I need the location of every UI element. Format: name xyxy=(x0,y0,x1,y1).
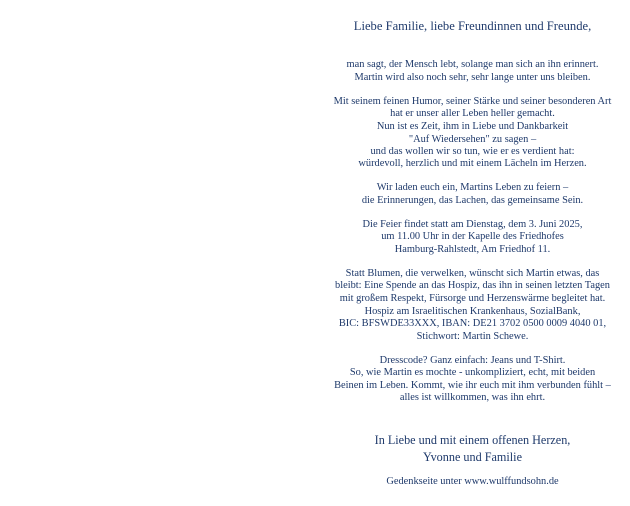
text-line: bleibt: Eine Spende an das Hospiz, das ihn in seinen letzten Tagen xyxy=(335,280,610,291)
text-line: Die Feier findet statt am Dienstag, dem 3. Juni 2025, xyxy=(362,219,583,230)
text-line: Nun ist es Zeit, ihm in Liebe und Dankbarkeit xyxy=(376,121,569,132)
text-line: und das wollen wir so tun, wie er es verdient hat: xyxy=(370,146,575,157)
text-line: "Auf Wiedersehen" zu sagen – xyxy=(408,134,537,145)
greeting: Liebe Familie, liebe Freundinnen und Freunde, xyxy=(353,19,592,33)
text-line: Statt Blumen, die verwelken, wünscht sich Martin etwas, das xyxy=(345,268,600,279)
text-line: würdevoll, herzlich und mit einem Lächeln im Herzen. xyxy=(358,158,587,169)
text-line: Hospiz am Israelitischen Krankenhaus, SozialBank, xyxy=(364,306,581,317)
signature-line: Yvonne und Familie xyxy=(423,450,522,464)
text-line: hat er unser aller Leben heller gemacht. xyxy=(390,108,555,119)
text-line: So, wie Martin es mochte - unkompliziert, echt, mit beiden xyxy=(349,367,596,378)
memorial-website-note: Gedenkseite unter www.wulffundsohn.de xyxy=(386,476,559,487)
text-line: um 11.00 Uhr in der Kapelle des Friedhofes xyxy=(381,231,564,242)
text-line: Mit seinem feinen Humor, seiner Stärke und seiner besonderen Art xyxy=(333,96,612,107)
text-line: Beinen im Leben. Kommt, wie ihr euch mit ihm verbunden fühlt – xyxy=(334,380,611,391)
text-line: alles ist willkommen, was ihn ehrt. xyxy=(399,392,546,403)
text-line: Hamburg-Rahlstedt, Am Friedhof 11. xyxy=(394,244,551,255)
text-line: Martin wird also noch sehr, sehr lange unter uns bleiben. xyxy=(354,72,591,83)
text-line: Stichwort: Martin Schewe. xyxy=(416,331,529,342)
text-line: man sagt, der Mensch lebt, solange man sich an ihn erinnert. xyxy=(346,59,599,70)
text-line: Wir laden euch ein, Martins Leben zu feiern – xyxy=(376,182,569,193)
text-line: mit großem Respekt, Fürsorge und Herzenswärme begleitet hat. xyxy=(339,293,606,304)
invitation-card xyxy=(315,0,630,506)
text-line: Dresscode? Ganz einfach: Jeans und T-Shirt. xyxy=(379,355,566,366)
closing-line: In Liebe und mit einem offenen Herzen, xyxy=(374,433,571,447)
text-line: die Erinnerungen, das Lachen, das gemeinsame Sein. xyxy=(361,195,584,206)
bank-details-line: BIC: BFSWDE33XXX, IBAN: DE21 3702 0500 0009 4040 01, xyxy=(338,318,607,329)
